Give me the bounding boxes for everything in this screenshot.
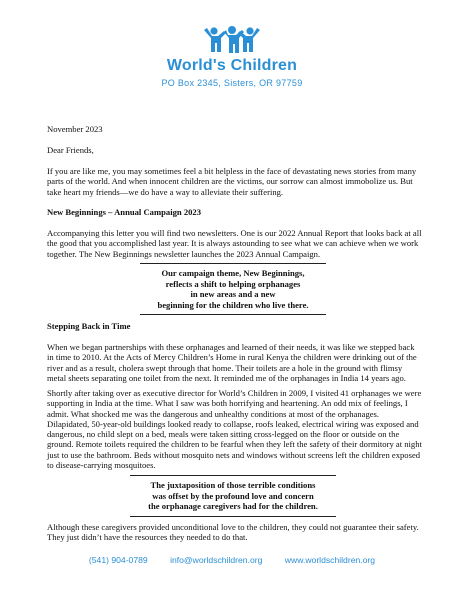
section1-paragraph: Accompanying this letter you will find two newsletters. One is our 2022 Annual Report that looks back at all the good that you accomplished last year. It is always astounding to see what we can achieve when we work together. The New Beginnings newsletter launches the 2023 Annual Campaign. [47, 228, 422, 259]
letterhead [0, 26, 464, 88]
section2-paragraph-2: Shortly after taking over as executive director for World’s Children in 2009, I visited 41 orphanages we were supporting in India at the time. What I saw was both horrifying and heartening. An odd mix of feelings, I admit. What shocked me was the dangerous and unhealthy conditions at most of the orphanages. Dilapidated, 50-year-old buildings looked ready to collapse, roofs leaked, electrical wiring was exposed and dangerous, no child slept on a bed, meals were taken sitting cross-legged on the floor or outside on the ground. Remote toilets required the children to be fearful when they left the safety of their dormitory at night just to use the bathroom. Beds without mosquito nets and windows without screens left the children exposed to disease-carrying mosquitoes. [47, 388, 422, 471]
section-heading-new-beginnings: New Beginnings – Annual Campaign 2023 [47, 207, 202, 217]
footer-phone: (541) 904-0789 [88, 555, 148, 565]
callout-line: The juxtaposition of those terrible conditions [150, 480, 316, 490]
letter-date: November 2023 [47, 124, 103, 134]
callout-line: in new areas and a new [190, 289, 276, 300]
callout-line: was offset by the profound love and concern [152, 490, 314, 501]
section2-paragraph-1: When we began partnerships with these orphanages and learned of their needs, it was like we stepped back in time to 2010. At the Acts of Mercy Children’s Home in rural Kenya the children were drinking out of the river and as a result, cholera swept through that home. Their toilets are a hole in the ground with flimsy metal sheets separating one toilet from the next. It reminded me of the orphanages in India 14 years ago. [47, 342, 417, 383]
org-name: World's Children [166, 57, 298, 74]
intro-paragraph: If you are like me, you may sometimes feel a bit helpless in the face of devastating news stories from many parts of the world. And when innocent children are the victims, our sorrow can almost immobolize us. But take heart my friends—we do have a way to alleviate their suffering. [47, 166, 417, 197]
callout-line: beginning for the children who live there. [157, 299, 309, 310]
callout-line: the orphanage caregivers had for the children. [148, 501, 318, 512]
callout-line: reflects a shift to helping orphanages [165, 278, 301, 289]
contact-footer [0, 555, 464, 565]
callout-line: Our campaign theme, New Beginnings, [161, 268, 305, 278]
section-heading-stepping-back: Stepping Back in Time [47, 321, 131, 331]
children-logo-icon [202, 26, 262, 54]
salutation: Dear Friends, [47, 145, 94, 155]
closing-paragraph: Although these caregivers provided unconditional love to the children, they could not guarantee their safety. They just didn’t have the resources they needed to do that. [47, 522, 419, 543]
footer-website[interactable]: www.worldschildren.org [284, 555, 376, 565]
callout-campaign-theme [140, 263, 326, 315]
org-address: PO Box 2345, Sisters, OR 97759 [161, 78, 303, 88]
callout-juxtaposition [130, 475, 336, 517]
footer-email[interactable]: info@worldschildren.org [170, 555, 263, 565]
